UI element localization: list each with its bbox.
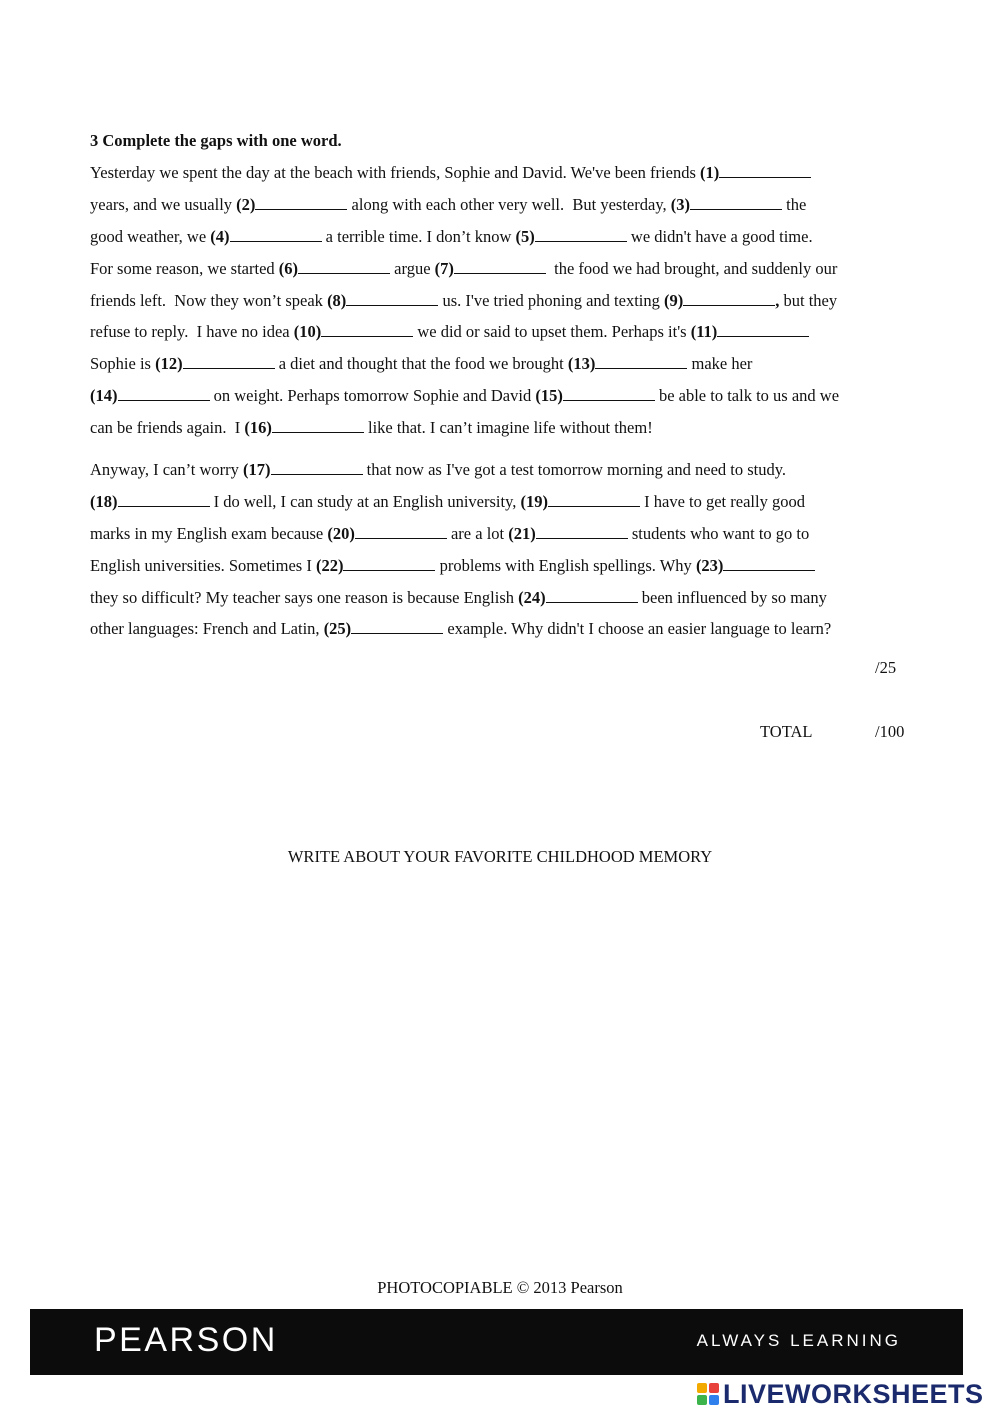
text-line	[90, 253, 950, 285]
gap-5[interactable]	[516, 227, 627, 246]
gap-17[interactable]	[243, 460, 363, 479]
text-segment: I have to get really good	[640, 491, 805, 511]
text-segment: on weight. Perhaps tomorrow Sophie and David	[209, 386, 536, 406]
gap-number: (17)	[243, 460, 271, 479]
exercise-paragraph-2	[90, 454, 950, 645]
gap-blank-line[interactable]	[343, 556, 435, 571]
text-segment: but they	[779, 290, 838, 310]
grid-square-v	[697, 1395, 707, 1405]
text-segment: they so difficult? My teacher says one reason is because English	[90, 587, 519, 607]
text-segment: a terrible time. I don’t know	[321, 226, 516, 246]
text-line	[90, 486, 950, 518]
total-label: TOTAL	[760, 722, 813, 741]
text-segment: the	[782, 194, 807, 214]
gap-blank-line[interactable]	[683, 291, 775, 306]
gap-number: (3)	[670, 194, 691, 214]
gap-blank-line[interactable]	[595, 354, 687, 369]
gap-blank-line[interactable]	[719, 163, 811, 178]
text-segment: been influenced by so many	[637, 587, 827, 607]
gap-blank-line[interactable]	[118, 386, 210, 401]
gap-number: (14)	[90, 386, 118, 406]
gap-number: (25)	[323, 619, 352, 639]
gap-number: (5)	[515, 226, 535, 246]
text-line	[90, 518, 950, 550]
text-segment: I do well, I can study at an English university,	[209, 491, 521, 511]
gap-number: (9)	[664, 290, 684, 310]
gap-1[interactable]	[700, 163, 811, 182]
text-line	[90, 582, 950, 614]
gap-6[interactable]	[279, 259, 390, 278]
gap-blank-line[interactable]	[690, 195, 782, 210]
gap-number: (1)	[700, 163, 720, 182]
text-segment: For some reason, we started	[90, 258, 279, 278]
footer-tagline: ALWAYS LEARNING	[696, 1331, 901, 1350]
gap-blank-line[interactable]	[355, 524, 447, 539]
gap-number: (13)	[567, 354, 596, 374]
gap-18[interactable]	[90, 492, 210, 511]
gap-blank-line[interactable]	[271, 460, 363, 475]
gap-number: (19)	[520, 491, 548, 511]
gap-number: (15)	[535, 386, 563, 406]
text-segment: Anyway, I can’t worry	[90, 460, 244, 479]
gap-15[interactable]	[535, 386, 655, 405]
gap-13[interactable]	[568, 354, 688, 373]
text-segment: Sophie is	[90, 354, 156, 374]
gap-number: (18)	[90, 491, 118, 511]
text-segment: along with each other very well. But yesterday,	[347, 194, 671, 214]
text-segment: years, and we usually	[90, 194, 237, 214]
gap-number: (20)	[327, 523, 355, 543]
gap-16[interactable]	[244, 418, 364, 437]
gap-number: (8)	[327, 290, 347, 310]
text-line	[90, 380, 950, 412]
gap-number: (2)	[236, 194, 256, 214]
gap-blank-line[interactable]	[548, 492, 640, 507]
exercise-paragraph-1	[90, 157, 950, 444]
gap-12[interactable]	[155, 354, 275, 373]
text-segment: argue	[390, 258, 435, 278]
text-segment: can be friends again. I	[90, 418, 245, 438]
text-segment: marks in my English exam because	[90, 523, 328, 543]
gap-21[interactable]	[508, 524, 628, 543]
gap-number: (4)	[210, 226, 230, 246]
grid-square-e	[709, 1395, 719, 1405]
text-line	[90, 285, 950, 317]
exercise-heading: 3 Complete the gaps with one word.	[90, 131, 342, 150]
text-segment: refuse to reply. I have no idea	[90, 322, 294, 342]
text-segment: other languages: French and Latin,	[90, 619, 324, 639]
gap-number: (21)	[508, 523, 536, 543]
gap-number: (22)	[315, 555, 344, 575]
gap-blank-line[interactable]	[717, 322, 809, 337]
text-segment: students who want to go to	[627, 523, 810, 543]
gap-23[interactable]	[696, 556, 816, 575]
liveworksheets-text: LIVEWORKSHEETS	[723, 1378, 984, 1409]
text-segment: we didn't have a good time.	[626, 226, 813, 246]
text-line	[90, 189, 950, 221]
text-segment: are a lot	[446, 523, 509, 543]
gap-number: (7)	[434, 258, 454, 278]
gap-7[interactable]	[435, 259, 546, 278]
gap-22[interactable]	[316, 556, 436, 575]
text-segment: a diet and thought that the food we brought	[274, 354, 568, 374]
gap-4[interactable]	[210, 227, 321, 246]
gap-blank-line[interactable]	[230, 227, 322, 242]
gap-14[interactable]	[90, 386, 210, 405]
text-line	[90, 316, 950, 348]
text-segment: the food we had brought, and suddenly our	[545, 258, 838, 278]
gap-number: (23)	[695, 555, 724, 575]
text-segment: that now as I've got a test tomorrow morning and need to study.	[362, 460, 787, 479]
gap-blank-line[interactable]	[351, 619, 443, 634]
text-segment: Yesterday we spent the day at the beach with friends, Sophie and David. We've been friends	[90, 163, 700, 182]
gap-blank-line[interactable]	[298, 259, 390, 274]
text-segment: problems with English spellings. Why	[435, 555, 696, 575]
text-segment: be able to talk to us and we	[654, 386, 840, 406]
section-score: /25	[875, 658, 897, 677]
text-segment: we did or said to upset them. Perhaps it's	[413, 322, 691, 342]
gap-blank-line[interactable]	[723, 556, 815, 571]
text-segment: example. Why didn't I choose an easier language to learn?	[443, 619, 832, 639]
gap-9[interactable]	[664, 291, 779, 310]
gap-blank-line[interactable]	[563, 386, 655, 401]
liveworksheets-watermark	[697, 1378, 984, 1410]
text-segment: good weather, we	[90, 226, 211, 246]
gap-number: (6)	[278, 258, 299, 278]
pearson-logo: PEARSON	[94, 1321, 278, 1359]
text-segment: English universities. Sometimes I	[90, 555, 316, 575]
gap-blank-line[interactable]	[346, 291, 438, 306]
gap-blank-line[interactable]	[454, 259, 546, 274]
text-line	[90, 348, 950, 380]
gap-8[interactable]	[327, 291, 438, 310]
text-line	[90, 412, 950, 444]
gap-11[interactable]	[691, 322, 810, 341]
gap-number: (11)	[690, 322, 718, 342]
gap-comma: ,	[775, 290, 780, 310]
gap-3[interactable]	[671, 195, 782, 214]
gap-number: (12)	[155, 354, 183, 374]
text-line	[90, 221, 950, 253]
gap-blank-line[interactable]	[255, 195, 347, 210]
text-line	[90, 550, 950, 582]
copyright-notice: PHOTOCOPIABLE © 2013 Pearson	[377, 1278, 623, 1297]
gap-blank-line[interactable]	[118, 492, 210, 507]
footer-bar	[30, 1309, 963, 1375]
text-segment: like that. I can’t imagine life without them!	[363, 418, 653, 438]
grid-square-i	[709, 1383, 719, 1393]
gap-blank-line[interactable]	[536, 524, 628, 539]
total-score: /100	[875, 722, 905, 741]
gap-number: (10)	[293, 322, 322, 342]
text-segment: make her	[687, 354, 753, 374]
gap-blank-line[interactable]	[535, 227, 627, 242]
gap-blank-line[interactable]	[183, 354, 275, 369]
gap-number: (16)	[244, 418, 272, 438]
text-line	[90, 613, 950, 645]
gap-number: (24)	[518, 587, 546, 607]
text-line	[90, 454, 950, 486]
gap-20[interactable]	[327, 524, 447, 543]
text-segment: us. I've tried phoning and texting	[438, 290, 664, 310]
gap-blank-line[interactable]	[272, 418, 364, 433]
gap-25[interactable]	[324, 619, 444, 638]
grid-square-l	[697, 1383, 707, 1393]
text-segment: friends left. Now they won’t speak	[90, 290, 328, 310]
gap-24[interactable]	[518, 588, 638, 607]
gap-blank-line[interactable]	[321, 322, 413, 337]
writing-prompt: WRITE ABOUT YOUR FAVORITE CHILDHOOD MEMORY	[287, 847, 713, 866]
gap-10[interactable]	[294, 322, 414, 341]
gap-19[interactable]	[521, 492, 641, 511]
gap-blank-line[interactable]	[546, 588, 638, 603]
text-line	[90, 157, 950, 189]
liveworksheets-grid-icon	[697, 1383, 719, 1405]
gap-2[interactable]	[236, 195, 347, 214]
